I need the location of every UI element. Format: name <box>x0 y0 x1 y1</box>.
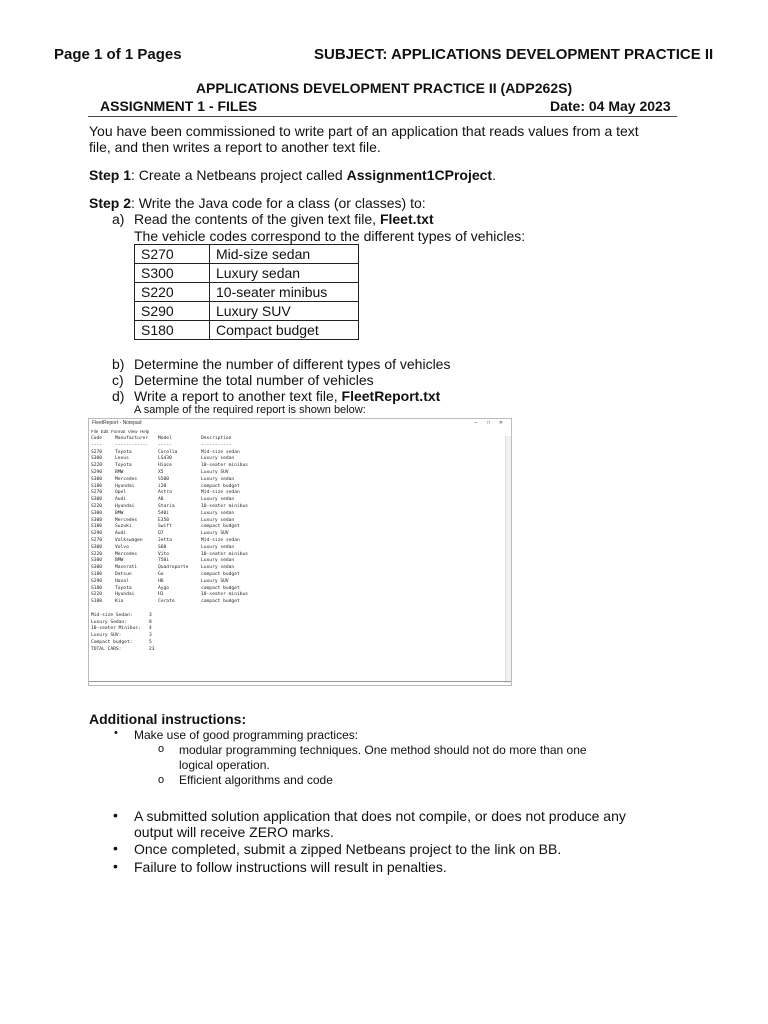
report-cell: Aygo <box>158 585 170 591</box>
report-cell: Volvo <box>115 544 129 550</box>
report-cell: A8 <box>158 497 164 503</box>
report-cell: Mercedes <box>115 551 138 557</box>
report-cell: H6 <box>158 578 164 584</box>
report-cell: Hyundai <box>115 592 135 598</box>
vertical-scrollbar[interactable] <box>505 436 511 683</box>
report-cell: Toyota <box>115 463 132 469</box>
total-value: 3 <box>149 633 152 639</box>
item-b: Determine the number of different types of vehicles <box>134 356 451 372</box>
report-cell: X5 <box>158 469 164 475</box>
report-row <box>91 572 271 579</box>
sub-item-2: Efficient algorithms and code <box>179 773 333 787</box>
report-cell: S300 <box>91 544 103 550</box>
report-total-row <box>91 633 271 640</box>
report-cell: S180 <box>91 483 103 489</box>
bullet-4: Failure to follow instructions will result in penalties. <box>134 859 447 875</box>
report-cell: S60 <box>158 544 167 550</box>
sub-item-1-line-1: modular programming techniques. One method should not do more than one <box>179 743 587 757</box>
report-cell: H1 <box>158 592 164 598</box>
type-cell: Luxury sedan <box>210 264 359 283</box>
item-c: Determine the total number of vehicles <box>134 372 374 388</box>
type-cell: Compact budget <box>210 321 359 340</box>
course-title: APPLICATIONS DEVELOPMENT PRACTICE II (ADP262S) <box>195 80 573 96</box>
report-cell: S300 <box>91 456 103 462</box>
fleet-file: Fleet.txt <box>379 211 434 227</box>
menu-edit[interactable]: Edit <box>100 429 109 434</box>
report-cell: Q7 <box>158 531 164 537</box>
report-cell: Mercedes <box>115 476 138 482</box>
item-a-marker: a) <box>112 211 125 227</box>
report-row <box>91 470 271 477</box>
type-cell: Mid-size sedan <box>210 245 359 264</box>
report-cell: Luxury sedan <box>201 476 235 482</box>
report-cell: Luxury sedan <box>201 510 235 516</box>
report-cell: i20 <box>158 483 167 489</box>
report-row <box>91 531 271 538</box>
menu-help[interactable]: Help <box>140 429 150 434</box>
report-cell: compact budget <box>201 585 240 591</box>
report-cell: Luxury SUV <box>201 469 229 475</box>
report-cell: BMW <box>115 469 124 475</box>
report-cell: S220 <box>91 551 103 557</box>
sub-item-1-line-2: logical operation. <box>179 758 270 772</box>
report-cell: ---- <box>91 442 103 448</box>
report-cell: ----------- <box>201 442 232 448</box>
item-d <box>134 388 440 404</box>
total-label: Luxury Sedan: <box>91 619 127 625</box>
report-cell: Model <box>158 436 172 441</box>
type-cell: 10-seater minibus <box>210 283 359 302</box>
report-cell: BMW <box>115 510 124 516</box>
report-cell: S180 <box>91 524 103 530</box>
report-row <box>91 477 271 484</box>
code-cell: S290 <box>135 302 210 321</box>
report-spacer <box>91 606 271 613</box>
report-cell: Opel <box>115 490 127 496</box>
report-cell: Luxury sedan <box>201 565 235 571</box>
window-bottom-edge <box>89 681 511 685</box>
report-cell: Kia <box>115 599 124 605</box>
item-a-text: Read the contents of the given text file, <box>134 211 380 227</box>
item-d-marker: d) <box>112 388 125 404</box>
report-row <box>91 599 271 606</box>
code-cell: S220 <box>135 283 210 302</box>
report-cell: Hiace <box>158 463 172 469</box>
step-2 <box>89 195 426 211</box>
circle-bullet-icon: o <box>158 774 165 786</box>
report-cell: compact budget <box>201 599 240 605</box>
report-cell: S300 <box>91 517 103 523</box>
report-cell: Vito <box>158 551 170 557</box>
report-cell: Luxury sedan <box>201 558 235 564</box>
report-cell: Jetta <box>158 537 172 543</box>
report-row <box>91 463 271 470</box>
bullet-icon: • <box>113 840 118 856</box>
report-cell: S300 <box>91 558 103 564</box>
report-cell: Datsun <box>115 571 132 577</box>
report-cell: 10-seater minibus <box>201 503 249 509</box>
item-a <box>134 211 434 227</box>
bullet-2-line-2: output will receive ZERO marks. <box>134 824 334 840</box>
report-cell: Hyundai <box>115 503 135 509</box>
item-b-marker: b) <box>112 356 125 372</box>
report-cell: S290 <box>91 578 103 584</box>
assignment-date: Date: 04 May 2023 <box>550 98 671 114</box>
report-cell: Volkswagen <box>115 537 143 543</box>
bullet-2-line-1: A submitted solution application that does not compile, or does not produce any <box>134 808 626 824</box>
report-cell: compact budget <box>201 483 240 489</box>
code-cell: S300 <box>135 264 210 283</box>
report-cell: Manufacturer <box>115 436 149 441</box>
report-total-row <box>91 647 271 654</box>
report-cell: S300 <box>91 565 103 571</box>
report-cell: E350 <box>158 517 170 523</box>
report-cell: Go <box>158 571 164 577</box>
total-label: 10-seater Minibus: <box>91 626 141 632</box>
additional-heading: Additional instructions: <box>89 711 247 727</box>
report-cell: Lexus <box>115 456 129 462</box>
report-cell: ----- <box>158 442 172 448</box>
report-cell: S500 <box>158 476 170 482</box>
report-row <box>91 511 271 518</box>
report-cell: Corolla <box>158 449 178 455</box>
report-cell: Staria <box>158 503 175 509</box>
report-underline-row <box>91 443 271 450</box>
report-row <box>91 504 271 511</box>
report-cell: S220 <box>91 503 103 509</box>
window-titlebar <box>89 419 511 428</box>
step-2-text: : Write the Java code for a class (or classes) to: <box>131 195 426 211</box>
total-label: TOTAL CARS: <box>91 646 122 652</box>
report-cell: Luxury sedan <box>201 517 235 523</box>
bullet-icon: • <box>114 727 118 739</box>
report-cell: S270 <box>91 537 103 543</box>
total-label: Compact budget: <box>91 639 133 645</box>
table-row <box>135 264 359 283</box>
report-total-row <box>91 640 271 647</box>
bullet-3: Once completed, submit a zipped Netbeans project to the link on BB. <box>134 841 562 857</box>
report-cell: Mid-size sedan <box>201 449 240 455</box>
report-cell: 10-seater minibus <box>201 592 249 598</box>
menu-file[interactable]: File <box>91 429 99 434</box>
report-cell: Luxury sedan <box>201 456 235 462</box>
table-row <box>135 321 359 340</box>
report-cell: Toyota <box>115 585 132 591</box>
report-cell: 10-seater minibus <box>201 551 249 557</box>
report-cell: Luxury SUV <box>201 531 229 537</box>
report-row <box>91 545 271 552</box>
maximize-icon[interactable]: □ <box>486 420 490 426</box>
report-total-row <box>91 613 271 620</box>
report-sample-window <box>88 418 512 686</box>
report-cell: Mercedes <box>115 517 138 523</box>
report-cell: Cerato <box>158 599 175 605</box>
header-divider <box>88 116 677 117</box>
total-label: Mid-size Sedan: <box>91 612 133 618</box>
report-text-area[interactable] <box>91 436 271 654</box>
report-header-row <box>91 436 271 443</box>
item-a-sub: The vehicle codes correspond to the different types of vehicles: <box>134 228 526 244</box>
menu-bar <box>91 428 149 435</box>
report-cell: compact budget <box>201 524 240 530</box>
report-cell: Mid-size sedan <box>201 537 240 543</box>
item-c-marker: c) <box>112 372 124 388</box>
report-cell: Luxury sedan <box>201 544 235 550</box>
report-cell: Description <box>201 436 232 441</box>
report-cell: 750i <box>158 558 170 564</box>
report-row <box>91 579 271 586</box>
step-1-label: Step 1 <box>89 167 132 183</box>
step-1 <box>89 167 496 183</box>
report-cell: S300 <box>91 497 103 503</box>
report-cell: S290 <box>91 531 103 537</box>
report-cell: S300 <box>91 510 103 516</box>
menu-view[interactable]: View <box>127 429 138 434</box>
report-cell: S300 <box>91 476 103 482</box>
report-file: FleetReport.txt <box>341 388 441 404</box>
report-cell: Swift <box>158 524 172 530</box>
code-cell: S180 <box>135 321 210 340</box>
report-cell: Haval <box>115 578 129 584</box>
report-cell: S220 <box>91 463 103 469</box>
step-1-text: : Create a Netbeans project called <box>131 167 347 183</box>
report-cell: Suzuki <box>115 524 132 530</box>
report-cell: S290 <box>91 469 103 475</box>
table-row <box>135 245 359 264</box>
assignment-title: ASSIGNMENT 1 - FILES <box>100 98 258 114</box>
report-cell: Maserati <box>115 565 138 571</box>
good-practice: Make use of good programming practices: <box>134 728 359 742</box>
report-cell: 10-seater minibus <box>201 463 249 469</box>
menu-format[interactable]: Format <box>111 429 126 434</box>
code-cell: S270 <box>135 245 210 264</box>
report-cell: Toyota <box>115 449 132 455</box>
step-2-label: Step 2 <box>89 195 132 211</box>
report-cell: compact budget <box>201 571 240 577</box>
report-cell: LS430 <box>158 456 172 462</box>
total-value: 23 <box>149 646 155 652</box>
report-cell: S180 <box>91 585 103 591</box>
report-cell: Code <box>91 436 103 441</box>
bullet-icon: • <box>113 858 118 874</box>
total-value: 4 <box>149 626 152 632</box>
total-value: 3 <box>149 612 152 618</box>
report-cell: Luxury sedan <box>201 497 235 503</box>
table-row <box>135 302 359 321</box>
report-row <box>91 538 271 545</box>
report-cell: BMW <box>115 558 124 564</box>
report-row <box>91 565 271 572</box>
total-value: 8 <box>149 619 152 625</box>
sample-note: A sample of the required report is shown below: <box>134 404 366 416</box>
subject-header: SUBJECT: APPLICATIONS DEVELOPMENT PRACTICE II <box>314 46 714 63</box>
intro-line-2: file, and then writes a report to another text file. <box>89 139 381 155</box>
report-cell: Mid-size sedan <box>201 490 240 496</box>
circle-bullet-icon: o <box>158 743 165 755</box>
window-title: FleetReport - Notepad <box>92 420 142 426</box>
step-1-end: . <box>492 167 496 183</box>
report-cell: Astra <box>158 490 172 496</box>
vehicle-code-table <box>134 244 359 340</box>
project-name: Assignment1CProject <box>346 167 493 183</box>
report-cell: Audi <box>115 497 127 503</box>
close-icon[interactable]: ✕ <box>498 420 503 426</box>
report-cell: Quadroporte <box>158 565 189 571</box>
report-cell: 540i <box>158 510 170 516</box>
report-cell: Audi <box>115 531 127 537</box>
report-cell: ------------ <box>115 442 149 448</box>
total-label: Luxury SUV: <box>91 633 122 639</box>
report-cell: S270 <box>91 490 103 496</box>
report-cell: S270 <box>91 449 103 455</box>
minimize-icon[interactable]: – <box>474 420 477 426</box>
report-cell: Luxury SUV <box>201 578 229 584</box>
table-row <box>135 283 359 302</box>
total-value: 5 <box>149 639 152 645</box>
bullet-icon: • <box>113 807 118 823</box>
item-d-text: Write a report to another text file, <box>134 388 342 404</box>
report-cell: S180 <box>91 571 103 577</box>
intro-line-1: You have been commissioned to write part of an application that reads values from a text <box>89 123 639 139</box>
report-row <box>91 497 271 504</box>
page-number: Page 1 of 1 Pages <box>54 46 182 63</box>
report-cell: S220 <box>91 592 103 598</box>
type-cell: Luxury SUV <box>210 302 359 321</box>
report-cell: S180 <box>91 599 103 605</box>
report-cell: Hyundai <box>115 483 135 489</box>
